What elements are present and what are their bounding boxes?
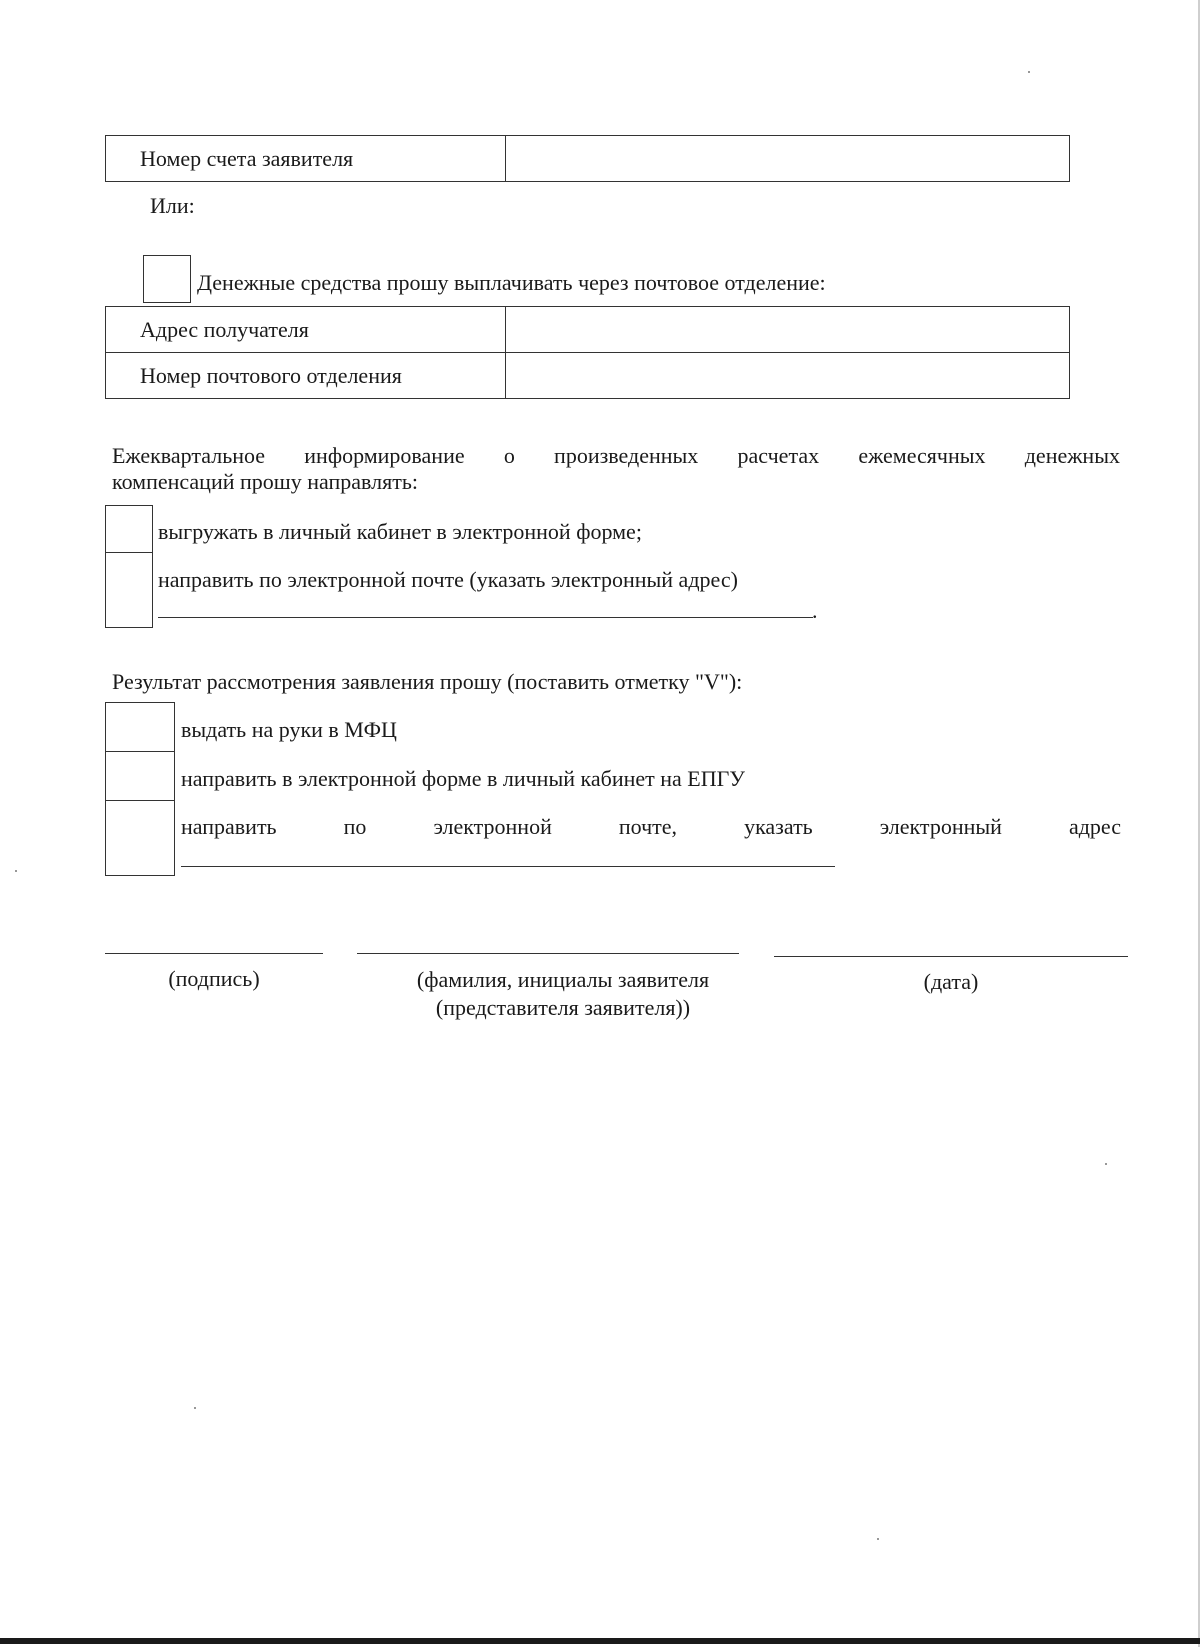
signature-caption: (подпись): [168, 966, 260, 991]
scan-edge: [0, 1638, 1200, 1644]
word: произведенных: [554, 443, 699, 468]
post-office-number-field[interactable]: [506, 353, 1070, 399]
postal-table: [105, 306, 1070, 399]
cabinet-upload-checkbox[interactable]: [105, 505, 153, 553]
word: указать: [744, 814, 813, 839]
account-number-field[interactable]: [506, 136, 1070, 182]
name-line[interactable]: [357, 953, 739, 954]
email-address-line[interactable]: [158, 617, 813, 618]
result-epgu-label: направить в электронной форме в личный кабинет на ЕПГУ: [181, 766, 745, 791]
word: Ежеквартальное: [112, 443, 266, 468]
name-caption-line1: (фамилия, инициалы заявителя: [416, 967, 710, 992]
word: направить: [181, 814, 277, 839]
date-line[interactable]: [774, 956, 1128, 957]
table-row: [106, 353, 1070, 399]
result-heading: Результат рассмотрения заявления прошу (поставить отметку "V"):: [112, 669, 743, 694]
word: почте,: [618, 814, 678, 839]
scan-speck: [194, 1407, 196, 1409]
result-email-address-line[interactable]: [181, 866, 835, 867]
signature-line[interactable]: [105, 953, 323, 954]
word: по: [343, 814, 367, 839]
result-mfc-checkbox[interactable]: [105, 702, 175, 752]
word: адрес: [1068, 814, 1121, 839]
post-office-number-label: Номер почтового отделения: [106, 353, 506, 399]
account-number-label: Номер счета заявителя: [106, 136, 506, 182]
date-caption: (дата): [923, 969, 979, 994]
word: электронной: [433, 814, 552, 839]
table-row: [106, 307, 1070, 353]
scan-speck: [1028, 71, 1030, 73]
cabinet-upload-label: выгружать в личный кабинет в электронной форме;: [158, 519, 642, 544]
recipient-address-field[interactable]: [506, 307, 1070, 353]
name-caption-line2: (представителя заявителя)): [435, 995, 691, 1020]
email-notify-checkbox[interactable]: [105, 552, 153, 628]
or-text: Или:: [150, 193, 195, 218]
word: ежемесячных: [858, 443, 986, 468]
email-notify-label: направить по электронной почте (указать электронный адрес): [158, 567, 738, 592]
scan-speck: [877, 1538, 879, 1540]
scan-speck: [15, 870, 17, 872]
result-email-label: [181, 814, 1121, 840]
word: информирование: [304, 443, 465, 468]
result-email-checkbox[interactable]: [105, 800, 175, 876]
account-table: [105, 135, 1070, 182]
quarterly-info-line1: [112, 443, 1120, 469]
recipient-address-label: Адрес получателя: [106, 307, 506, 353]
postal-checkbox[interactable]: [143, 255, 191, 303]
word: о: [503, 443, 515, 468]
quarterly-info-line2: компенсаций прошу направлять:: [112, 469, 418, 494]
postal-option-label: Денежные средства прошу выплачивать через почтовое отделение:: [197, 270, 826, 295]
scan-speck: [1105, 1163, 1107, 1165]
table-row: [106, 136, 1070, 182]
word: электронный: [879, 814, 1002, 839]
result-mfc-label: выдать на руки в МФЦ: [181, 717, 397, 742]
result-epgu-checkbox[interactable]: [105, 751, 175, 801]
word: денежных: [1024, 443, 1120, 468]
line-end-period: .: [812, 598, 818, 623]
word: расчетах: [737, 443, 820, 468]
